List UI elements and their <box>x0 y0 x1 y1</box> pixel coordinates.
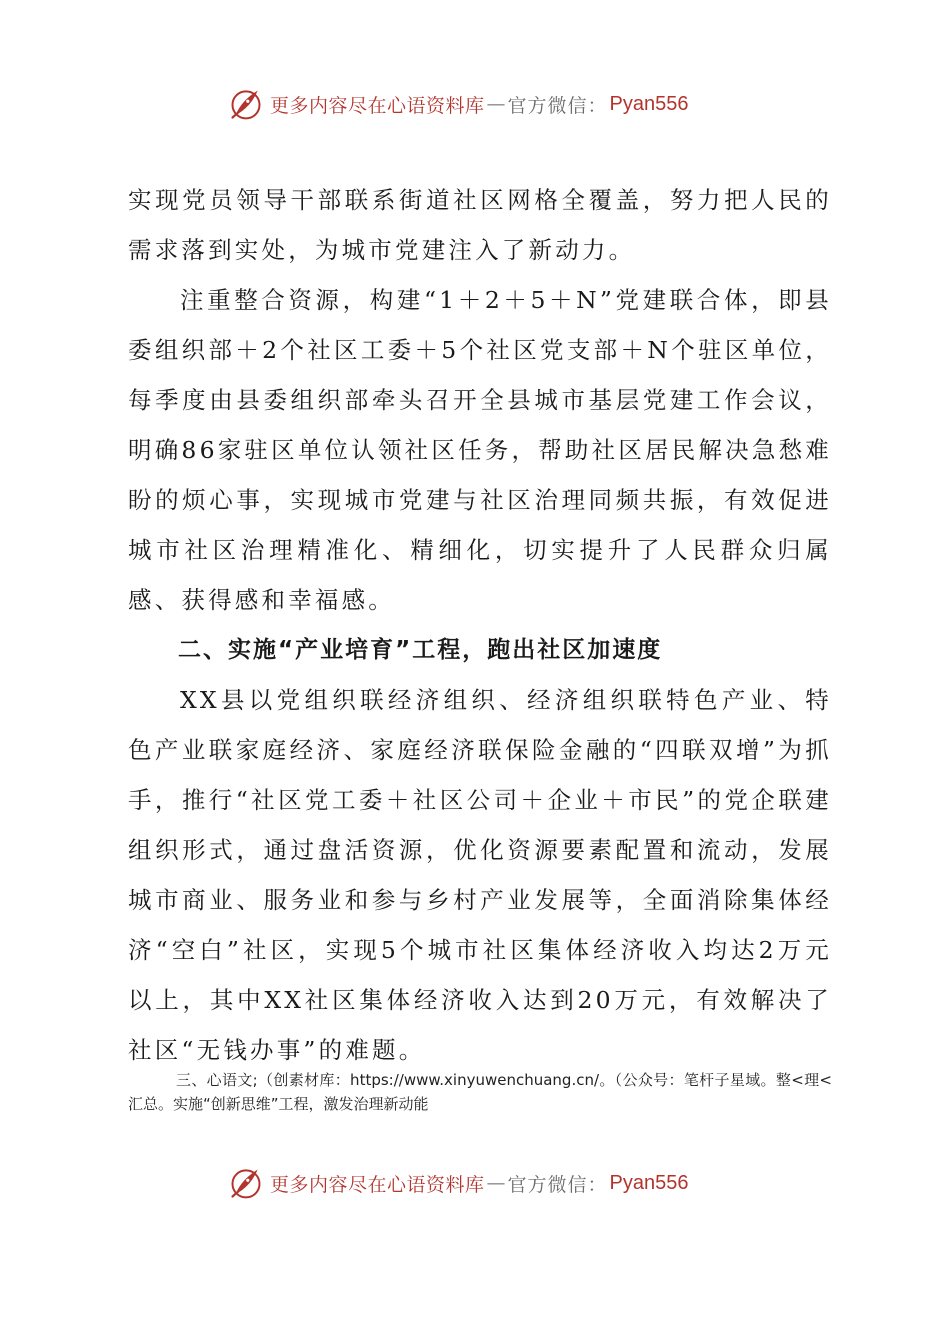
pen-nib-logo-icon <box>228 86 264 122</box>
banner-wechat-id: Pyan556 <box>609 92 689 115</box>
banner-label: 更多内容尽在心语资料库 <box>270 1173 485 1196</box>
header-banner <box>228 84 689 124</box>
banner-separator: — <box>486 93 506 115</box>
banner-official-label: 官方微信： <box>507 1173 608 1196</box>
paragraph-industry: XX县以党组织联经济组织、经济组织联特色产业、特色产业联家庭经济、家庭经济联保险金融的“四联双增”为抓手，推行“社区党工委＋社区公司＋企业＋市民”的党企联建组织形式，通过盘活资源，优化资源要素配置和流动，发展城市商业、服务业和参与乡村产业发展等，全面消除集体经济“空白”社区，实现5个城市社区集体经济收入均达2万元以上，其中XX社区集体经济收入达到20万元，有效解决了社区“无钱办事”的难题。 <box>128 686 832 1064</box>
banner-label: 更多内容尽在心语资料库 <box>270 94 485 117</box>
source-note: 三、心语文;（创素材库：https://www.xinyuwenchuang.cn/。（公众号：笔杆子星域。整<理<汇总。实施“创新思维”工程，激发治理新动能 <box>128 1071 832 1113</box>
footer-banner <box>228 1163 689 1203</box>
paragraph-continuation: 实现党员领导干部联系街道社区网格全覆盖，努力把人民的需求落到实处，为城市党建注入了新动力。 <box>128 186 832 264</box>
banner-wechat-id: Pyan556 <box>609 1171 689 1194</box>
pen-nib-logo-icon <box>228 1165 264 1201</box>
banner-official-label: 官方微信： <box>507 94 608 117</box>
banner-separator: — <box>486 1172 506 1194</box>
section-heading: 二、实施“产业培育”工程，跑出社区加速度 <box>178 637 663 663</box>
document-body <box>128 175 832 1075</box>
paragraph-resources: 注重整合资源，构建“1＋2＋5＋N”党建联合体，即县委组织部＋2个社区工委＋5个社区党支部＋N个驻区单位，每季度由县委组织部牵头召开全县城市基层党建工作会议，明确86家驻区单位认领社区任务，帮助社区居民解决急愁难盼的烦心事，实现城市党建与社区治理同频共振，有效促进城市社区治理精准化、精细化，切实提升了人民群众归属感、获得感和幸福感。 <box>128 286 832 614</box>
